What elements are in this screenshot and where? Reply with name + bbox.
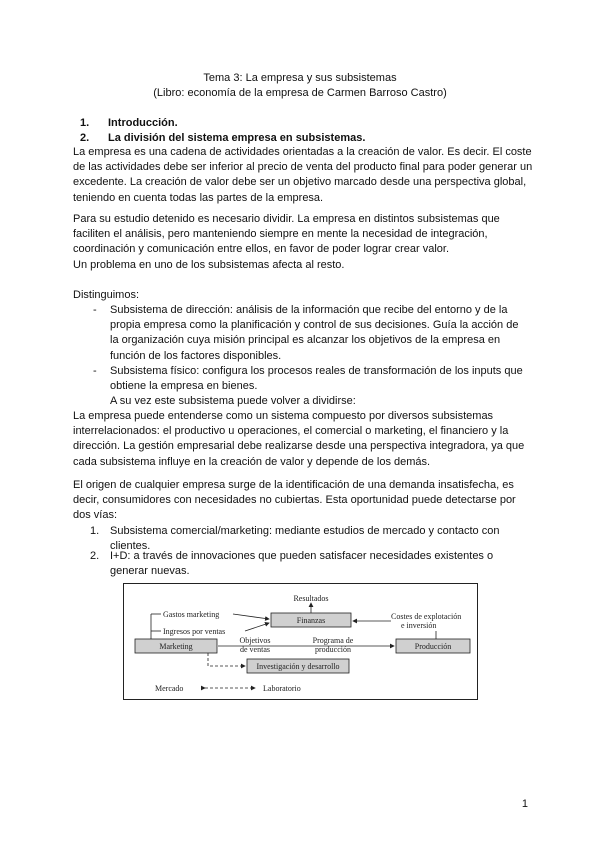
label-laboratorio: Laboratorio — [263, 684, 301, 693]
paragraph-estudio: Para su estudio detenido es necesario dividir. La empresa en distintos subsistemas que faciliten el análisis, pero manteniendo siempre en mente la necesidad de integración, coordinación y comunicación entre ellos, en favor de poder lograr crear valor. — [73, 213, 500, 256]
label-mercado: Mercado — [155, 684, 184, 693]
heading-division — [80, 131, 365, 145]
label-produccion: Producción — [414, 642, 452, 651]
list-item-id: I+D: a través de innovaciones que pueden satisfacer necesidades existentes o generar nuevas. — [110, 550, 494, 578]
heading-number: 1. — [80, 117, 90, 129]
label-programa-2: producción — [315, 645, 351, 654]
label-gastos-marketing: Gastos marketing — [163, 610, 220, 619]
heading-number: 2. — [80, 132, 90, 144]
paragraph-problema: Un problema en uno de los subsistemas afecta al resto. — [73, 259, 345, 271]
doc-subtitle: (Libro: economía de la empresa de Carmen Barroso Castro) — [153, 87, 447, 99]
paragraph-subdivide: A su vez este subsistema puede volver a dividirse: — [110, 395, 356, 407]
list-number: 2. — [90, 550, 100, 562]
bullet-item-fisico: Subsistema físico: configura los procesos reales de transformación de los inputs que obtiene la empresa en bienes. — [110, 365, 523, 393]
label-investigacion: Investigación y desarrollo — [256, 662, 340, 671]
heading-text: Introducción. — [108, 117, 178, 129]
label-costes-2: e inversión — [401, 621, 437, 630]
list-number: 1. — [90, 525, 100, 537]
label-objetivos-1: Objetivos — [239, 636, 271, 645]
page-number: 1 — [521, 798, 528, 810]
paragraph-cadena-valor: La empresa es una cadena de actividades orientadas a la creación de valor. Es decir. El coste de las actividades debe ser inferior al precio de venta del producto final para poder generar un excedente. La creación de valor debe ser un objetivo marcado desde una perspectiva global, teniendo en cuenta todas las partes de la empresa. — [73, 146, 533, 204]
label-costes-1: Costes de explotación — [391, 612, 462, 621]
heading-introduccion — [80, 116, 178, 130]
bullet-item-direccion: Subsistema de dirección: análisis de la información que recibe del entorno y de la propia empresa como la planificación y control de sus decisiones. Guía la acción de la organización cuya misión principal es alcanzar los objetivos de la empresa en función de los factores disponibles. — [110, 304, 519, 362]
label-finanzas: Finanzas — [296, 616, 326, 625]
label-ingresos-ventas: Ingresos por ventas — [163, 627, 226, 636]
paragraph-distinguimos: Distinguimos: — [73, 289, 140, 301]
list-item-marketing: Subsistema comercial/marketing: mediante estudios de mercado y contacto con clientes. — [110, 525, 500, 553]
doc-title: Tema 3: La empresa y sus subsistemas — [203, 72, 397, 84]
label-resultados: Resultados — [293, 594, 329, 603]
paragraph-sistema-compuesto: La empresa puede entenderse como un sistema compuesto por diversos subsistemas interrelacionados: el productivo u operaciones, el comercial o marketing, el financiero y la dirección. La gestión empresarial debe realizarse desde una perspectiva integradora, ya que cada subsistema influye en la creación de valor y depende de los demás. — [73, 410, 525, 468]
paragraph-origen: El origen de cualquier empresa surge de la identificación de una demanda insatisfecha, es decir, consumidores con necesidades no cubiertas. Esta oportunidad puede detectarse por dos vías: — [73, 479, 516, 522]
label-objetivos-2: de ventas — [240, 645, 270, 654]
bullet-marker: - — [93, 365, 97, 377]
label-marketing: Marketing — [159, 642, 193, 651]
bullet-marker: - — [93, 304, 97, 316]
subsystems-diagram — [123, 583, 478, 700]
heading-text: La división del sistema empresa en subsistemas. — [108, 132, 366, 144]
label-programa-1: Programa de — [312, 636, 354, 645]
